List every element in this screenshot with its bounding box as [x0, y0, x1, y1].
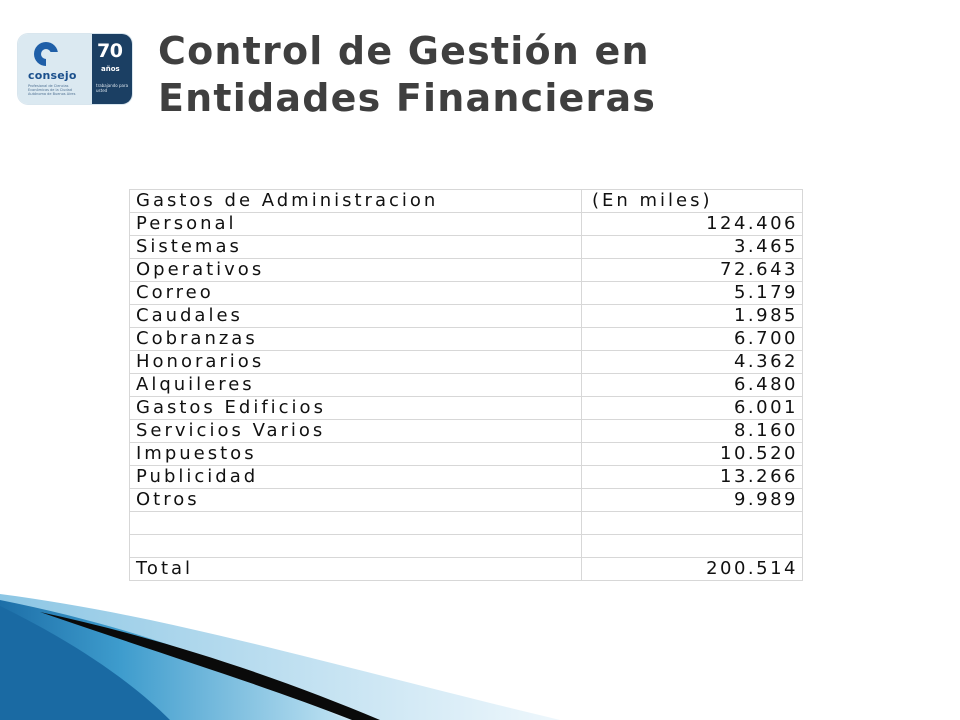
row-label: Otros: [130, 489, 582, 512]
row-label: Gastos Edificios: [130, 397, 582, 420]
empty-row: [130, 512, 803, 535]
empty-cell: [130, 512, 582, 535]
total-row: [130, 558, 803, 581]
table-row: [130, 259, 803, 282]
row-value: 8.160: [582, 420, 803, 443]
total-value: 200.514: [582, 558, 803, 581]
table-row: [130, 351, 803, 374]
slide-title: [158, 28, 858, 122]
logo-tagline: trabajando para usted: [96, 83, 129, 93]
logo-name: consejo: [28, 69, 77, 82]
table-row: [130, 420, 803, 443]
row-label: Personal: [130, 213, 582, 236]
row-value: 5.179: [582, 282, 803, 305]
row-label: Operativos: [130, 259, 582, 282]
row-value: 13.266: [582, 466, 803, 489]
logo-anniversary-unit: años: [101, 65, 120, 73]
total-label: Total: [130, 558, 582, 581]
row-label: Alquileres: [130, 374, 582, 397]
row-label: Sistemas: [130, 236, 582, 259]
table-row: [130, 305, 803, 328]
header-label-cell: Gastos de Administracion: [130, 190, 582, 213]
admin-expenses-table: [129, 189, 803, 581]
logo-anniversary-number: 70: [97, 40, 123, 62]
row-value: 6.001: [582, 397, 803, 420]
table-row: [130, 374, 803, 397]
slide-title-line-1: Control de Gestión en: [158, 29, 650, 73]
table-row: [130, 328, 803, 351]
row-label: Cobranzas: [130, 328, 582, 351]
consejo-mark-icon: [34, 42, 58, 66]
table-row: [130, 236, 803, 259]
table-row: [130, 397, 803, 420]
row-value: 3.465: [582, 236, 803, 259]
row-value: 4.362: [582, 351, 803, 374]
logo-panel-right: [92, 34, 132, 104]
table-row: [130, 466, 803, 489]
logo-panel-left: [18, 34, 92, 104]
row-label: Impuestos: [130, 443, 582, 466]
row-label: Publicidad: [130, 466, 582, 489]
row-value: 9.989: [582, 489, 803, 512]
empty-cell: [582, 535, 803, 558]
table-header-row: [130, 190, 803, 213]
empty-row: [130, 535, 803, 558]
row-value: 6.700: [582, 328, 803, 351]
table-row: [130, 489, 803, 512]
table-row: [130, 213, 803, 236]
row-value: 124.406: [582, 213, 803, 236]
row-value: 6.480: [582, 374, 803, 397]
row-label: Servicios Varios: [130, 420, 582, 443]
table-row: [130, 282, 803, 305]
consejo-logo: [18, 34, 132, 104]
logo-subtitle: Profesional de Ciencias Económicas de la Ciudad Autónoma de Buenos Aires: [28, 84, 76, 97]
row-label: Caudales: [130, 305, 582, 328]
row-value: 10.520: [582, 443, 803, 466]
empty-cell: [130, 535, 582, 558]
table-row: [130, 443, 803, 466]
slide-title-line-2: Entidades Financieras: [158, 76, 657, 120]
row-value: 72.643: [582, 259, 803, 282]
row-label: Honorarios: [130, 351, 582, 374]
header-unit-cell: (En miles): [582, 190, 803, 213]
row-label: Correo: [130, 282, 582, 305]
empty-cell: [582, 512, 803, 535]
row-value: 1.985: [582, 305, 803, 328]
